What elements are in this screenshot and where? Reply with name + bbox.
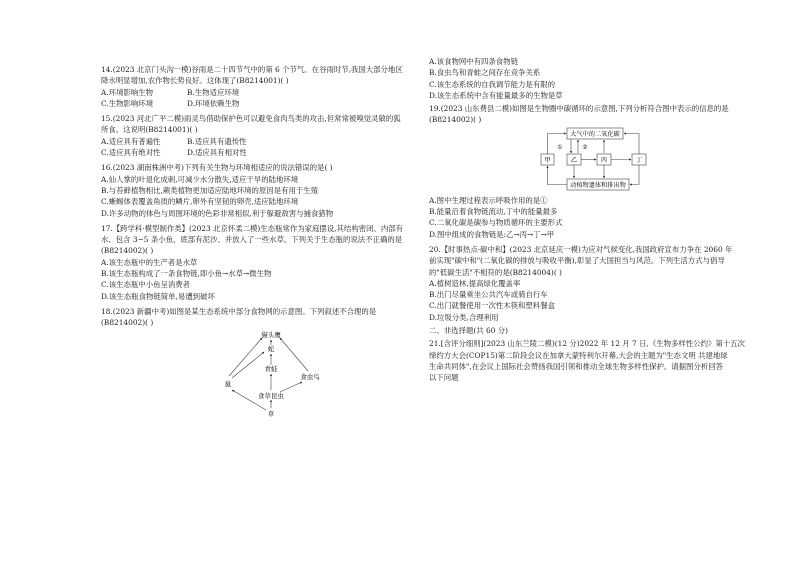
option-a: A.植树造林,提高绿化覆盖率 [429, 278, 521, 288]
options-row [101, 136, 423, 147]
question-text-line: 14.(2023 北京门头沟一模)谷雨是二十四节气中的第 6 个节气。在谷雨时节,我国大部分地区 [101, 65, 403, 74]
option-b: B.出门尽量乘坐公共汽车或骑自行车 [429, 290, 548, 300]
question-text-line: (B8214002)( ) [101, 318, 154, 328]
option-c: C.该生态系统的自我调节能力是有限的 [429, 79, 555, 89]
question-text-line: (B8214002)( ) [101, 246, 154, 256]
question-text-line: 水、包含 3~5 条小鱼、底部有泥沙、并放入了一些水草。下列关于生态瓶的说法不正确的是 [101, 235, 403, 245]
option-d: D.适应具有相对性 [187, 148, 247, 158]
option-b: B.生物适应环境 [187, 87, 240, 97]
question-text-line: 15.(2023 河北广平二模)雨灵鸟借助保护色可以避免食肉鸟类的攻击,但常常被嗅觉灵敏的狐 [101, 114, 401, 124]
label-process-1: ① [557, 143, 563, 151]
question-18-options [429, 56, 721, 101]
question-text-line: 降水明显增加,农作物长势良好。这体现了(B8214001)( ) [101, 76, 289, 86]
node-owl: 猫头鹰 [261, 330, 281, 339]
box-remains-and-waste: 动植物遗体和排出物 [570, 181, 626, 189]
section-heading: 二、非选择题(共 60 分) [429, 326, 508, 336]
option-d: D.环境依赖生物 [187, 98, 240, 108]
question-text-line: 18.(2023 新疆中考)如图是某生态系统中部分食物网的示意图。下列叙述不合理的是 [101, 306, 377, 316]
node-frog: 青蛙 [264, 364, 278, 373]
option-c: C.蜥蜴体表覆盖角质的鳞片,卵外有坚韧的卵壳,适应陆地环境 [101, 197, 299, 207]
box-jia: 甲 [544, 156, 551, 164]
label-process-2: ② [582, 143, 588, 151]
option-d: D.垃圾分类,合理利用 [429, 312, 499, 322]
question-16 [101, 162, 423, 218]
option-a: A.仙人掌的叶退化成刺,可减少水分散失,适应干旱的陆地环境 [101, 174, 299, 184]
question-18 [101, 306, 423, 418]
question-text-line: 17.【跨学科·模型制作类】(2023 北京怀柔二模)生态瓶常作为家庭摆设,其结构密闭、内部有 [101, 223, 404, 233]
node-mouse: 鼠 [224, 379, 232, 388]
box-yi: 乙 [570, 156, 578, 164]
question-text-line: (B8214002)( ) [429, 115, 482, 125]
node-insectivorous-bird: 食虫鸟 [300, 372, 320, 381]
option-c: C.生物影响环境 [101, 98, 154, 108]
box-atmosphere-co2: 大气中的二氧化碳 [570, 130, 620, 138]
question-19 [429, 103, 729, 240]
option-b: B.适应具有遗传性 [187, 136, 247, 146]
node-snake: 蛇 [267, 344, 275, 353]
options-row [101, 98, 423, 109]
question-text-line: 以下问题 [429, 373, 459, 383]
options-row [101, 147, 423, 158]
question-text-line: 生命共同体",在会议上国际社会赞扬我国引领和推动全球生物多样性保护。请据图分析回答 [429, 361, 723, 371]
question-text-line: 的"低碳生活"不相符的是(B8214004)( ) [429, 267, 562, 277]
option-d: D.该生态系统中含有能量最多的生物是草 [429, 90, 563, 100]
option-b: B.与苔藓植物相比,蕨类植物更加适应陆地环境的原因是有用于生殖 [101, 185, 319, 195]
question-text-line: 21.[含评分细则](2023 山东兰陵二模)(12 分)2022 年 12 月 7 日,《生物多样性公约》第十五次 [429, 339, 745, 349]
question-17 [101, 223, 423, 302]
question-20 [429, 244, 733, 323]
option-a: A.适应具有普遍性 [101, 136, 161, 146]
box-bing: 丙 [600, 156, 608, 164]
question-15 [101, 113, 423, 158]
question-text-line: 所食。这说明(B8214001)( ) [101, 125, 198, 135]
option-b: B.该生态瓶构成了一条食物链,即小鱼→水草→微生物 [101, 269, 272, 279]
question-21 [429, 338, 745, 383]
left-column [101, 64, 423, 418]
carbon-cycle-diagram [539, 127, 649, 193]
option-c: C.二氧化碳是碳参与物质循环的主要形式 [429, 218, 563, 228]
question-text-line: 前实现"碳中和"(二氧化碳的排放与吸收平衡),彰显了大国担当与风范。下列生活方式与倡导 [429, 256, 725, 266]
option-c: C.适应具有绝对性 [101, 148, 161, 158]
question-text-line: 20.【时事热点·碳中和】(2023 北京延庆一模)为应对气候变化,我国政府宣布力争在 2060 年 [429, 244, 733, 254]
food-web-diagram [216, 330, 326, 418]
option-b: B.食虫鸟和青蛙之间存在竞争关系 [429, 68, 541, 78]
box-ding: 丁 [635, 156, 643, 164]
option-a: A.图中生理过程表示呼吸作用的是① [429, 195, 548, 205]
options-row [101, 87, 423, 98]
option-a: A.环境影响生物 [101, 87, 154, 97]
question-text-line: 16.(2023 湖南株洲中考)下列有关生物与环境相适应的说法错误的是( ) [101, 163, 333, 173]
node-herbivorous-insect: 食草昆虫 [258, 391, 284, 400]
option-a: A.该生态瓶中的生产者是水草 [101, 257, 198, 267]
option-c: C.出门就餐使用一次性木筷和塑料餐盒 [429, 301, 555, 311]
option-d: D.该生态瓶食物链简单,易遭到破坏 [101, 291, 215, 301]
right-column [429, 56, 745, 384]
option-c: C.该生态瓶中小鱼呈消费者 [101, 280, 191, 290]
option-b: B.能量沿着食物链流动,丁中的能量最多 [429, 207, 558, 217]
node-grass: 草 [267, 409, 275, 418]
option-d: D.许多动物的体色与周围环境的色彩非常相似,利于躲避敌害与捕食猎物 [101, 208, 334, 218]
question-text-line: 缔约方大会(COP15)第二阶段会议在加拿大蒙特利尔开幕,大会的主题为"生态文明 共建地球 [429, 350, 728, 360]
question-text-line: 19.(2023 山东费县二模)如图是生物圈中碳循环的示意图,下列分析符合图中表示的信息的是 [429, 104, 729, 114]
question-14 [101, 64, 423, 109]
option-d: D.图中组成的食物链是:乙→丙→丁→甲 [429, 229, 555, 239]
option-a: A.该食物网中有四条食物链 [429, 57, 518, 66]
